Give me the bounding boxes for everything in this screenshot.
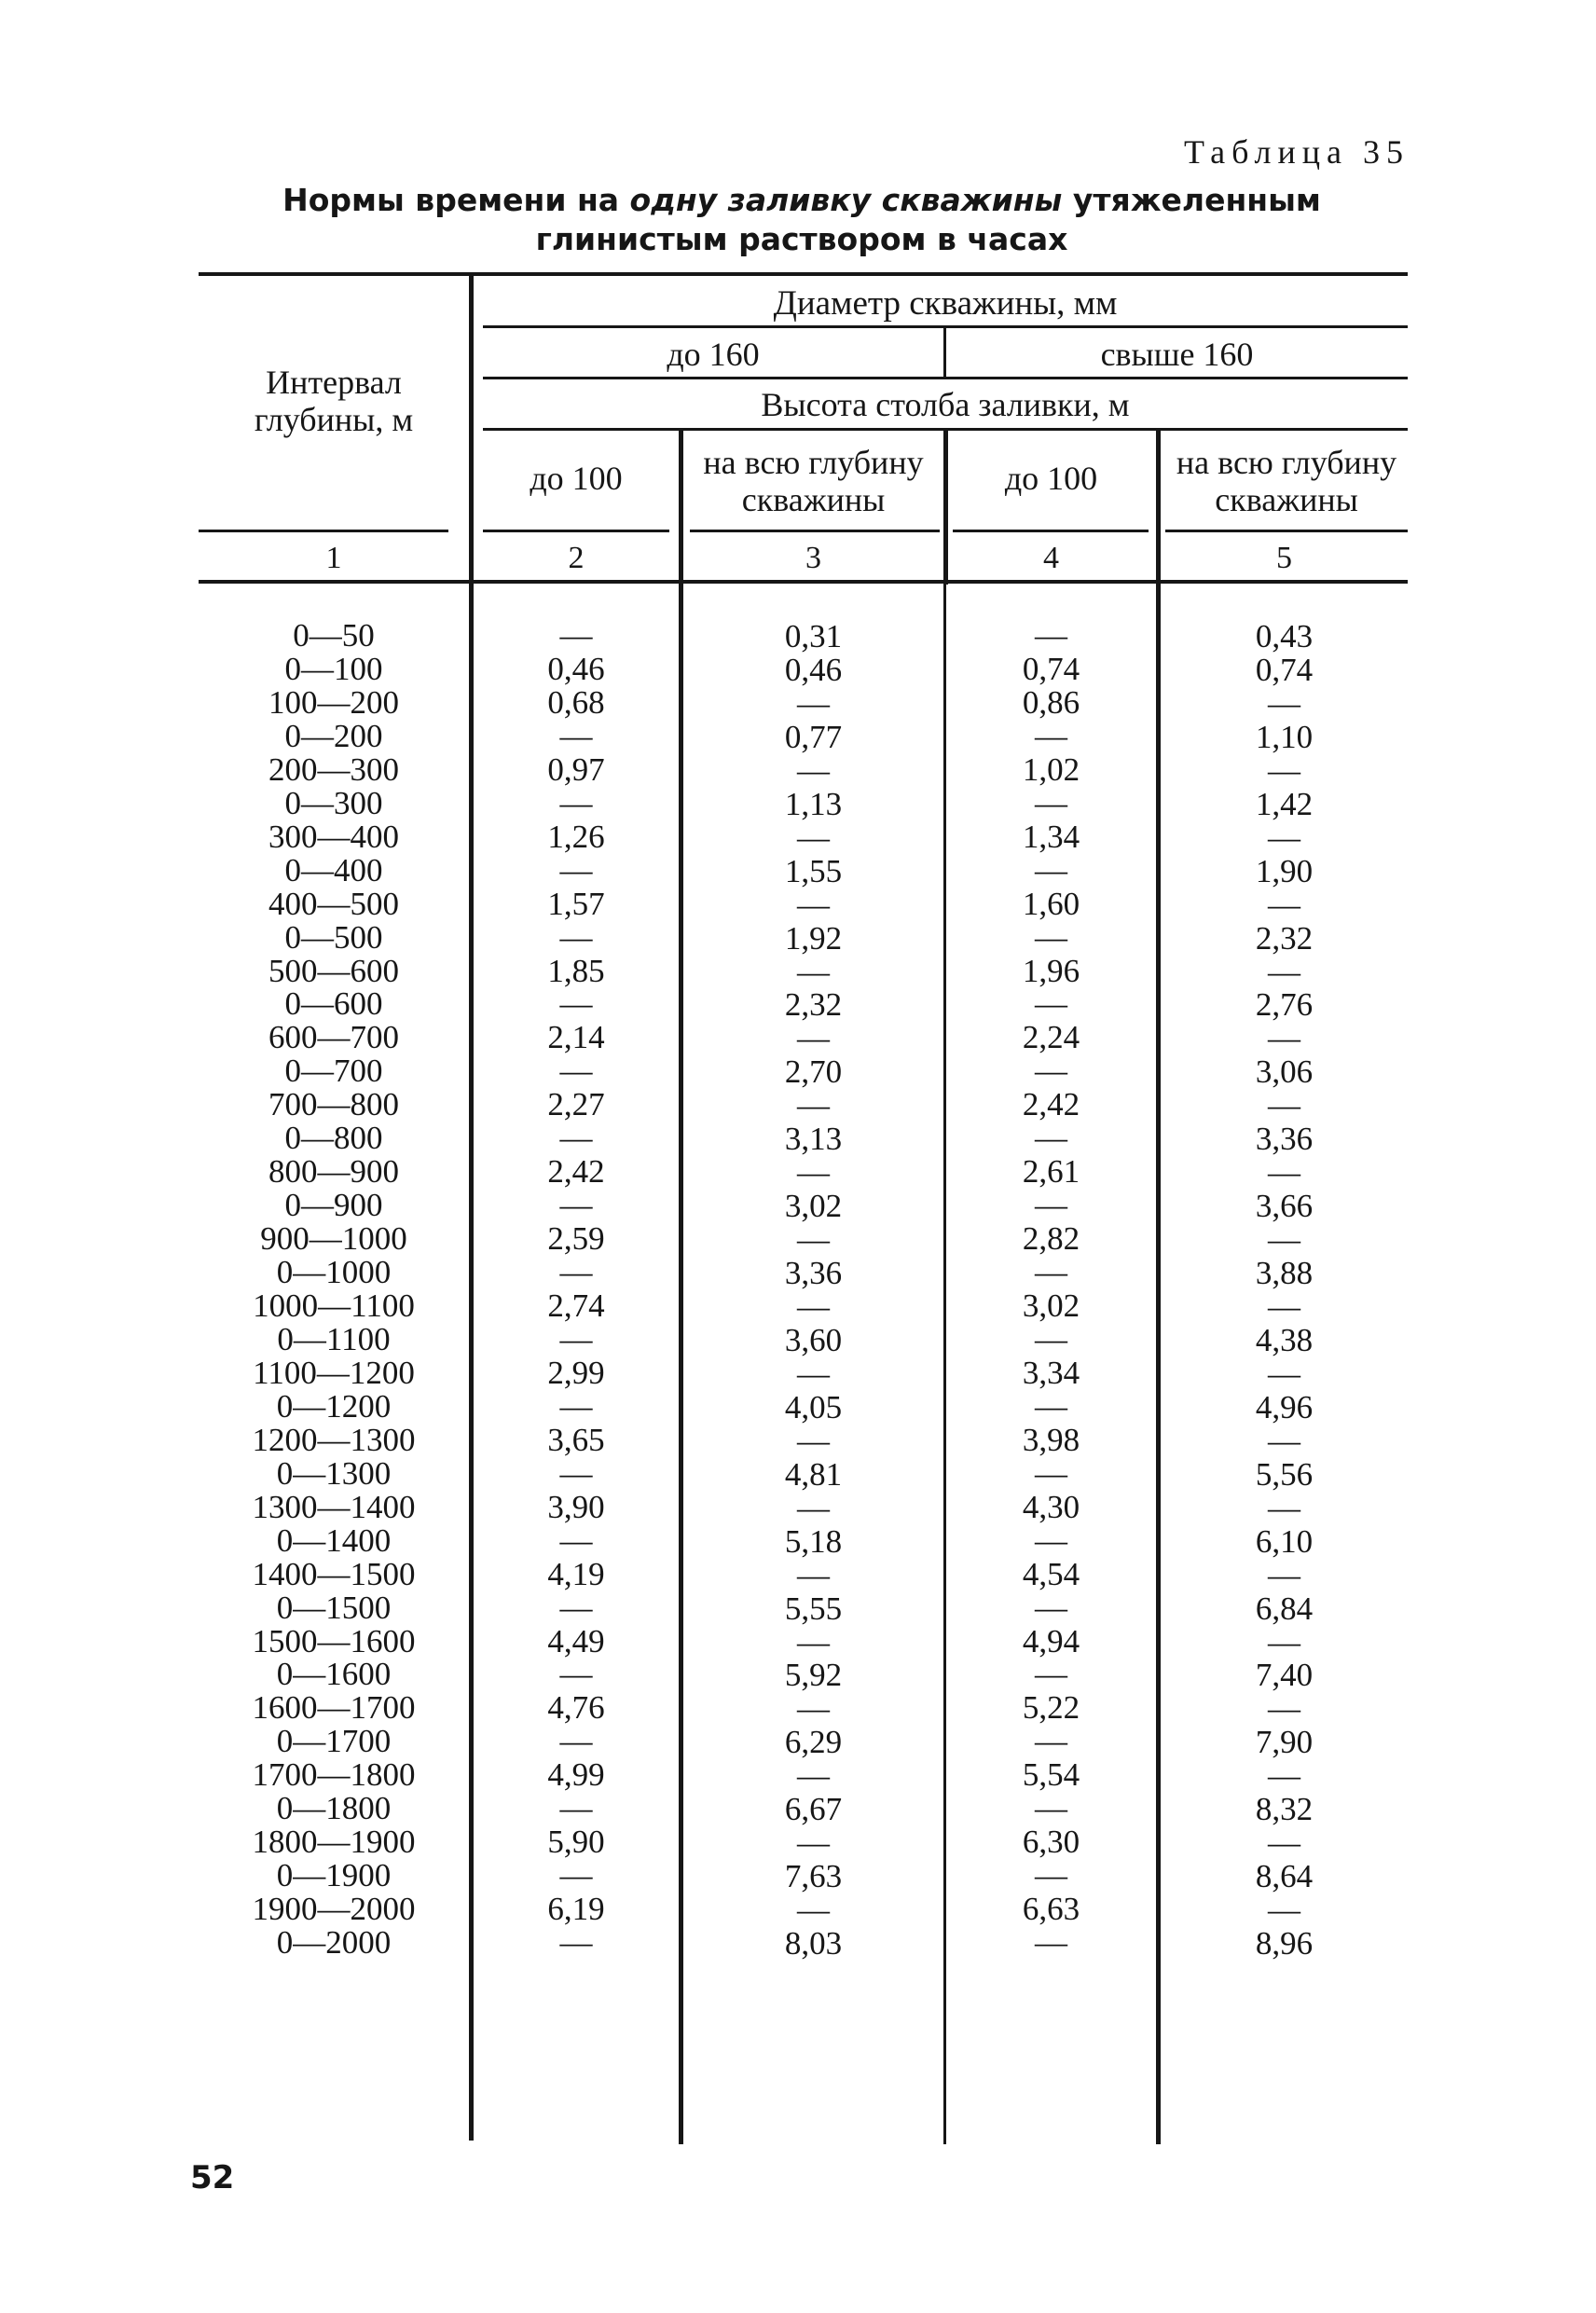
value-cell: 6,19 [547,1891,605,1928]
value-cell: — [1035,918,1067,956]
value-cell: 5,22 [1022,1689,1080,1727]
interval-cell: 1000—1100 [253,1287,415,1324]
value-cell: 1,60 [1022,885,1080,922]
table-top-rule [199,272,1408,276]
column-number-4: 4 [1043,541,1059,575]
table-title [280,181,1324,259]
value-cell: 2,14 [547,1019,605,1056]
value-cell: — [1035,617,1067,654]
value-cell: 8,64 [1255,1858,1314,1895]
header-column-height: Высота столба заливки, м [761,386,1130,423]
value-cell: 4,76 [547,1689,605,1727]
page-number: 52 [190,2159,235,2196]
interval-cell: 0—1800 [276,1790,392,1827]
value-cell: 2,74 [547,1287,605,1324]
value-cell: 1,02 [1022,750,1080,788]
value-cell: — [797,1690,830,1728]
header-bottom-rule-1 [199,530,448,532]
value-cell: — [1035,1521,1067,1559]
interval-cell: 0—1300 [276,1454,392,1492]
value-cell: 5,18 [784,1522,843,1560]
value-cell: 1,90 [1255,852,1314,889]
value-cell: 0,46 [547,650,605,687]
interval-cell: 0—400 [284,851,383,888]
value-cell: — [559,1187,593,1224]
value-cell: 6,29 [784,1724,843,1761]
header-sub-3: до 100 [1004,460,1098,497]
header-diameter: Диаметр скважины, мм [773,284,1118,323]
interval-cell: 100—200 [268,683,399,721]
value-cell: 3,36 [784,1255,843,1292]
value-cell: 3,02 [1022,1287,1080,1324]
value-cell: 3,98 [1022,1421,1080,1458]
header-group-upto160: до 160 [667,336,760,373]
value-cell: 4,19 [547,1555,605,1592]
value-cell: — [1035,1656,1067,1693]
value-cell: 2,76 [1255,986,1314,1024]
header-sub-2: на всю глубину скважины [703,444,924,518]
value-cell: 3,60 [784,1321,843,1358]
header-bottom-rule-2 [483,530,669,532]
interval-cell: 0—1900 [276,1857,392,1894]
value-cell: 2,99 [547,1354,605,1391]
value-cell: — [559,918,593,956]
interval-cell: 1200—1300 [252,1421,416,1458]
header-interval: Интервал глубины, м [254,364,414,438]
value-cell: 3,66 [1255,1188,1314,1225]
interval-cell: 0—1100 [277,1320,391,1357]
value-cell: 7,63 [784,1858,843,1895]
header-sub-1: до 100 [530,460,623,497]
value-cell: — [797,1824,830,1862]
value-cell: — [797,1623,830,1660]
value-cell: 8,96 [1255,1925,1314,1962]
value-cell: 1,96 [1022,952,1080,989]
interval-cell: 0—900 [284,1187,383,1224]
value-cell: — [797,1154,830,1191]
value-cell: — [797,1020,830,1057]
value-cell: — [1035,1790,1067,1827]
value-cell: — [1035,1254,1067,1291]
interval-cell: 0—700 [284,1053,383,1090]
value-cell: — [559,1656,593,1693]
value-cell: — [797,953,830,990]
value-cell: — [1035,1723,1067,1760]
value-cell: — [797,1288,830,1325]
column-number-2: 2 [568,541,585,575]
value-cell: — [1035,1454,1067,1492]
value-cell: 1,85 [547,952,605,989]
value-cell: — [1035,1924,1067,1962]
table-label: Таблица 35 [1184,133,1410,171]
value-cell: — [559,1320,593,1357]
value-cell: 1,42 [1255,785,1314,822]
value-cell: 5,90 [547,1824,605,1861]
interval-cell: 800—900 [268,1153,399,1191]
value-cell: — [1268,1087,1300,1124]
value-cell: — [1268,1757,1300,1795]
interval-cell: 0—200 [284,717,383,754]
value-cell: 2,32 [1255,919,1314,957]
value-cell: 4,96 [1255,1388,1314,1425]
value-cell: — [1268,1020,1300,1057]
value-cell: 0,86 [1022,683,1080,721]
header-bottom-rule-3 [690,530,940,532]
header-group-over160: свыше 160 [1100,336,1254,373]
value-cell: 2,70 [784,1053,843,1091]
value-cell: — [1268,953,1300,990]
value-cell: — [1035,985,1067,1023]
interval-cell: 900—1000 [260,1220,407,1258]
value-cell: 2,42 [1022,1086,1080,1123]
value-cell: — [797,1892,830,1929]
value-cell: 3,06 [1255,1053,1314,1091]
interval-cell: 1300—1400 [252,1488,416,1525]
interval-cell: 0—300 [284,784,383,821]
column-number-5: 5 [1276,541,1292,575]
value-cell: 0,31 [784,618,843,654]
interval-cell: 0—1200 [276,1387,392,1425]
value-cell: 7,90 [1255,1724,1314,1761]
value-cell: — [1268,886,1300,923]
value-cell: — [1035,1053,1067,1090]
value-cell: — [797,819,830,856]
value-cell: — [559,1120,593,1157]
value-cell: — [1035,1857,1067,1894]
interval-cell: 0—2000 [276,1924,392,1962]
interval-cell: 0—1400 [276,1521,392,1559]
value-cell: — [559,1387,593,1425]
value-cell: 1,55 [784,852,843,889]
value-cell: — [1268,1355,1300,1392]
column-number-1: 1 [325,541,342,575]
value-cell: — [1268,751,1300,789]
value-cell: 2,32 [784,986,843,1024]
value-cell: — [559,1924,593,1962]
value-cell: 2,59 [547,1220,605,1258]
interval-cell: 1600—1700 [252,1689,416,1727]
column-number-3: 3 [805,541,821,575]
value-cell: — [1268,1556,1300,1593]
value-cell: — [1035,1187,1067,1224]
title-line2: глинистым раствором в часах [535,221,1068,257]
value-cell: 8,32 [1255,1791,1314,1828]
value-cell: — [797,886,830,923]
value-cell: 6,10 [1255,1522,1314,1560]
value-cell: 8,03 [784,1925,843,1962]
value-cell: 4,30 [1022,1488,1080,1525]
value-cell: 5,92 [784,1657,843,1694]
value-cell: — [797,684,830,722]
header-bottom-rule-4 [953,530,1149,532]
value-cell: — [559,1857,593,1894]
value-cell: 1,57 [547,885,605,922]
interval-cell: 0—100 [284,650,383,687]
value-cell: 6,63 [1022,1891,1080,1928]
value-cell: — [1035,717,1067,754]
value-cell: 4,49 [547,1622,605,1659]
value-cell: 1,13 [784,785,843,822]
value-cell: — [559,617,593,654]
value-cell: 6,30 [1022,1824,1080,1861]
value-cell: — [559,1790,593,1827]
interval-cell: 1700—1800 [252,1756,416,1794]
value-cell: 4,38 [1255,1321,1314,1358]
value-cell: — [797,1489,830,1526]
interval-cell: 0—800 [284,1120,383,1157]
column-numbers-rule [199,580,1408,584]
value-cell: 2,27 [547,1086,605,1123]
interval-cell: 0—600 [284,985,383,1023]
value-cell: — [559,851,593,888]
value-cell: — [1268,684,1300,722]
value-cell: — [797,1422,830,1459]
value-cell: — [1268,819,1300,856]
value-cell: — [559,1254,593,1291]
value-cell: 3,88 [1255,1255,1314,1292]
value-cell: — [559,1454,593,1492]
value-cell: 4,99 [547,1756,605,1794]
value-cell: — [797,1221,830,1259]
interval-cell: 200—300 [268,750,399,788]
value-cell: 5,56 [1255,1455,1314,1493]
value-cell: — [1268,1489,1300,1526]
value-cell: — [1268,1690,1300,1728]
value-cell: 0,74 [1255,651,1314,688]
value-cell: 1,34 [1022,818,1080,855]
value-cell: 6,67 [784,1791,843,1828]
value-cell: 0,43 [1255,618,1314,654]
value-cell: 3,13 [784,1121,843,1158]
value-cell: — [1268,1623,1300,1660]
header-sub-4: на всю глубину скважины [1176,444,1397,518]
value-cell: — [797,751,830,789]
value-cell: 0,97 [547,750,605,788]
value-cell: — [797,1757,830,1795]
value-cell: 0,74 [1022,650,1080,687]
value-cell: 2,42 [547,1153,605,1191]
value-cell: 3,65 [547,1421,605,1458]
title-line1-italic: одну заливку скважины [629,182,1063,218]
value-cell: 4,54 [1022,1555,1080,1592]
value-cell: — [797,1556,830,1593]
value-cell: 1,26 [547,818,605,855]
value-cell: 4,81 [784,1455,843,1493]
value-cell: 5,55 [784,1590,843,1627]
value-cell: — [1268,1824,1300,1862]
value-cell: 2,24 [1022,1019,1080,1056]
value-cell: — [1268,1892,1300,1929]
value-cell: 0,68 [547,683,605,721]
value-cell: — [559,1053,593,1090]
interval-cell: 700—800 [268,1086,399,1123]
interval-cell: 0—500 [284,918,383,956]
title-line1-b: утяжеленным [1062,182,1321,218]
value-cell: 3,36 [1255,1121,1314,1158]
interval-cell: 1900—2000 [252,1891,416,1928]
value-cell: 1,10 [1255,718,1314,755]
value-cell: — [559,1521,593,1559]
interval-cell: 0—1000 [276,1254,392,1291]
interval-cell: 1400—1500 [252,1555,416,1592]
value-cell: — [1268,1154,1300,1191]
value-cell: 4,05 [784,1388,843,1425]
value-cell: 4,94 [1022,1622,1080,1659]
value-cell: — [1268,1422,1300,1459]
interval-cell: 500—600 [268,952,399,989]
title-line1-a: Нормы времени на [282,182,630,218]
value-cell: — [559,985,593,1023]
header-bottom-rule-5 [1165,530,1408,532]
value-cell: — [1035,784,1067,821]
value-cell: — [797,1087,830,1124]
interval-cell: 400—500 [268,885,399,922]
interval-cell: 0—1700 [276,1723,392,1760]
value-cell: 3,90 [547,1488,605,1525]
value-cell: 7,40 [1255,1657,1314,1694]
value-cell: — [1035,851,1067,888]
interval-cell: 1800—1900 [252,1824,416,1861]
value-cell: — [559,1589,593,1626]
value-cell: 0,77 [784,718,843,755]
interval-cell: 0—50 [293,617,375,654]
value-cell: 3,02 [784,1188,843,1225]
value-cell: 2,61 [1022,1153,1080,1191]
value-cell: — [1268,1221,1300,1259]
value-cell: 2,82 [1022,1220,1080,1258]
interval-cell: 600—700 [268,1019,399,1056]
value-cell: — [797,1355,830,1392]
value-cell: — [1035,1387,1067,1425]
value-cell: — [1035,1320,1067,1357]
value-cell: — [1035,1589,1067,1626]
value-cell: — [559,717,593,754]
value-cell: — [1035,1120,1067,1157]
value-cell: 6,84 [1255,1590,1314,1627]
interval-cell: 300—400 [268,818,399,855]
interval-cell: 0—1500 [276,1589,392,1626]
value-cell: 3,34 [1022,1354,1080,1391]
value-cell: 5,54 [1022,1756,1080,1794]
interval-cell: 0—1600 [276,1656,392,1693]
value-cell: 0,46 [784,651,843,688]
value-cell: — [1268,1288,1300,1325]
interval-cell: 1500—1600 [252,1622,416,1659]
value-cell: — [559,1723,593,1760]
interval-cell: 1100—1200 [253,1354,415,1391]
value-cell: 1,92 [784,919,843,957]
value-cell: — [559,784,593,821]
